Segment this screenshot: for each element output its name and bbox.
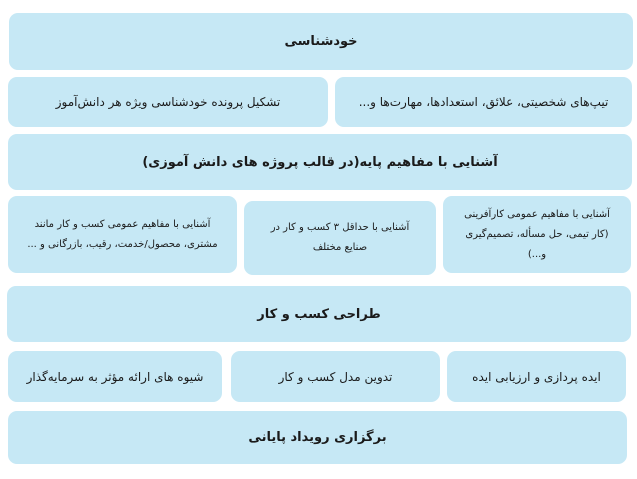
stage-3-item-1	[447, 351, 626, 402]
stage-3-item-3	[8, 351, 222, 402]
stage-2-item-3	[8, 196, 237, 273]
stage-2-item-2	[244, 201, 436, 275]
stage-2-item-1-text: آشنایی با مفاهیم عمومی کارآفرینی (کار تیمی، حل مسأله، تصمیم‌گیری و...)	[464, 208, 610, 260]
stage-2-item-2-text: آشنایی با حداقل ۳ کسب و کار در صنایع مختلف	[270, 222, 410, 253]
stage-3-title: طراحی کسب و کار	[257, 306, 381, 322]
stage-2-item-1	[443, 196, 631, 273]
stage-1-item-2-text: تشکیل پرونده خودشناسی ویژه هر دانش‌آموز	[55, 95, 281, 109]
stage-2-title: آشنایی با مفاهیم پایه(در قالب پروژه های دانش آموزی)	[142, 154, 498, 170]
stage-2-item-3-text: آشنایی با مفاهیم عمومی کسب و کار مانند مشتری، محصول/خدمت، رقیب، بازرگانی و ...	[27, 218, 218, 250]
stage-1-header	[9, 13, 633, 70]
stage-2-header	[8, 134, 632, 190]
stage-4-header	[8, 411, 627, 464]
stage-4-title: برگزاری رویداد پایانی	[248, 430, 387, 445]
stage-3-item-1-text: ایده پردازی و ارزیابی ایده	[472, 369, 601, 384]
stage-1-item-1-text: تیپ‌های شخصیتی، علائق، استعدادها، مهارت‌ها و...	[358, 95, 609, 109]
stage-1-item-2	[8, 77, 328, 127]
stage-3-item-2	[231, 351, 440, 402]
stage-3-item-2-text: تدوین مدل کسب و کار	[278, 369, 393, 384]
stage-3-header	[7, 286, 631, 342]
stage-1-item-1	[335, 77, 632, 127]
stage-1-title: خودشناسی	[284, 34, 358, 49]
stage-3-item-3-text: شیوه های ارائه مؤثر به سرمایه‌گذار	[26, 369, 204, 384]
